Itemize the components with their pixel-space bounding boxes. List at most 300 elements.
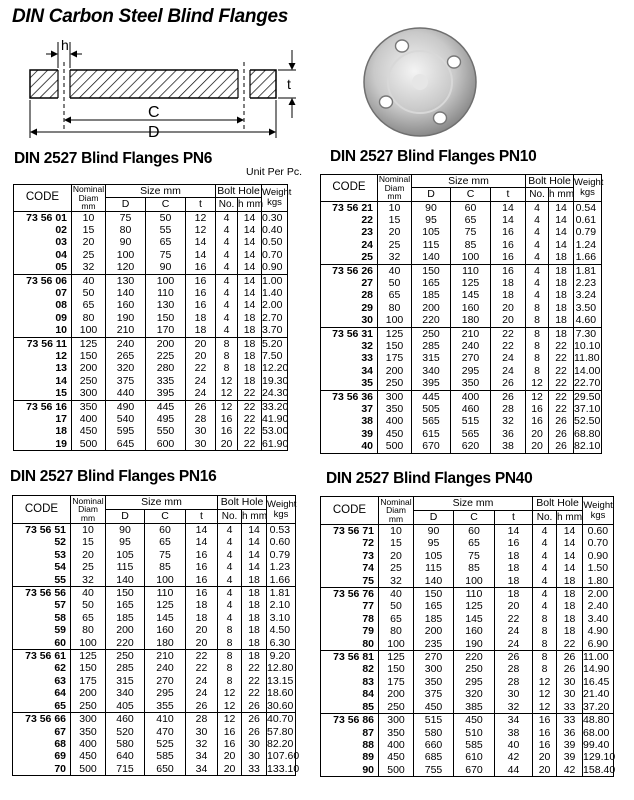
bolt-no-cell: 8 [218,662,242,674]
t-cell: 44 [495,764,533,777]
t-cell: 32 [186,738,218,750]
bolt-no-cell: 12 [218,713,242,726]
d-cell: 440 [106,387,146,400]
weight-cell: 37.20 [583,701,614,714]
table-row [14,425,288,437]
unit-per-pc-label: Unit Per Pc. [246,166,303,178]
table-row [321,525,614,538]
nominal-diameter-cell: 150 [72,350,106,362]
t-cell: 16 [186,299,216,311]
code-cell: 75 [321,575,379,588]
bolt-no-cell: 16 [533,727,557,739]
weight-cell: 12.20 [262,362,289,375]
c-cell: 160 [451,302,491,314]
weight-cell: 1.50 [583,562,614,574]
h-mm-cell: 14 [238,236,262,248]
code-cell: 73 56 71 [321,525,379,538]
bolt-no-cell: 8 [218,675,242,687]
d-header: D [414,511,454,525]
nominal-diameter-cell: 15 [378,214,412,226]
weight-cell: 0.30 [262,211,288,224]
table-row [321,588,614,601]
d-cell: 490 [106,400,146,413]
bolt-no-cell: 20 [526,440,549,453]
d-cell: 515 [414,714,454,727]
h-mm-cell: 18 [238,362,262,374]
code-cell: 07 [14,287,72,299]
bolt-no-cell: 4 [218,612,242,624]
t-cell: 24 [495,638,533,651]
nominal-diameter-cell: 350 [378,403,412,415]
weight-header-line: Weight [574,176,604,188]
bolt-hole-header: Bolt Hole [218,496,267,510]
d-cell: 150 [106,587,145,600]
d-cell: 505 [412,403,451,415]
table-row [321,714,614,727]
d-cell: 115 [412,239,451,251]
h-mm-cell: 18 [238,350,262,362]
weight-cell: 1.40 [262,287,288,299]
table-row [13,650,296,663]
t-cell: 30 [495,688,533,700]
weight-cell: 68.00 [583,727,614,739]
d-cell: 670 [412,440,451,453]
h-mm-cell: 18 [549,314,574,327]
c-cell: 110 [146,287,186,299]
d-cell: 90 [106,524,145,537]
table-row [321,428,602,440]
code-cell: 37 [321,403,378,415]
table-row [321,651,614,664]
h-mm-cell: 14 [238,224,262,236]
weight-cell: 0.70 [583,537,614,549]
c-cell: 65 [451,214,491,226]
code-cell: 54 [13,561,71,573]
nominal-header-line: mm [387,191,402,201]
c-header: C [145,510,186,524]
weight-cell: 40.70 [267,713,296,726]
code-cell: 73 56 21 [321,201,378,214]
h-mm-cell: 22 [549,377,574,390]
weight-cell: 1.24 [574,239,602,251]
c-cell: 100 [454,575,495,588]
bolt-no-cell: 8 [533,651,557,664]
nominal-diameter-cell: 100 [72,324,106,337]
nominal-diameter-cell: 50 [72,287,106,299]
code-cell: 80 [321,638,379,651]
pn10-table [320,174,602,454]
c-cell: 190 [454,638,495,651]
c-cell: 650 [145,763,186,776]
table-row [14,324,288,337]
h-mm-cell: 22 [242,662,267,674]
c-cell: 85 [145,561,186,573]
nominal-diameter-cell: 200 [378,365,412,377]
weight-header-line: Weight [267,498,297,510]
h-mm-cell: 18 [557,613,583,625]
h-mm-cell: 18 [242,612,267,624]
nominal-diameter-cell: 100 [379,638,414,651]
t-cell: 18 [495,575,533,588]
t-header: t [495,511,533,525]
weight-cell: 14.00 [574,364,601,377]
nominal-diameter-cell: 32 [71,574,106,587]
nominal-diameter-cell: 15 [71,536,106,548]
d-cell: 105 [414,550,454,562]
code-cell: 64 [13,687,71,699]
c-cell: 150 [146,312,186,324]
nominal-diameter-cell: 20 [379,550,414,562]
table-row [14,438,288,451]
nominal-diameter-cell: 175 [378,352,412,364]
d-cell: 250 [412,327,451,340]
code-cell: 09 [14,312,72,324]
weight-kgs-header [574,175,602,202]
weight-cell: 4.60 [574,314,602,327]
d-cell: 350 [414,676,454,688]
bolt-no-cell: 4 [216,274,238,287]
weight-cell: 158.40 [583,763,616,776]
bolt-no-cell: 8 [218,650,242,663]
weight-cell: 4.50 [267,624,296,636]
nominal-diameter-cell: 400 [379,739,414,751]
code-cell: 52 [13,536,71,548]
h-mm-header: h mm [242,511,268,522]
table-row [321,390,602,403]
code-cell: 27 [321,277,378,289]
code-cell: 74 [321,562,379,574]
weight-cell: 0.50 [262,236,288,248]
d-cell: 270 [414,651,454,664]
h-mm-cell: 18 [238,312,262,324]
nominal-diameter-cell: 100 [378,314,412,327]
nominal-diameter-cell: 400 [71,738,106,750]
h-mm-cell: 14 [242,536,267,548]
c-cell: 100 [145,574,186,587]
h-mm-cell: 26 [242,726,267,738]
t-cell: 24 [186,687,218,699]
pn10-table-title: DIN 2527 Blind Flanges PN10 [330,148,537,165]
code-cell: 53 [13,549,71,561]
t-cell: 24 [186,675,218,687]
weight-cell: 4.90 [583,625,614,637]
t-cell: 28 [186,413,216,425]
c-cell: 280 [146,362,186,374]
table-row [321,751,614,763]
code-cell: 72 [321,537,379,549]
c-cell: 350 [451,377,491,390]
h-dimension-label: h [61,37,69,53]
nominal-diameter-cell: 25 [378,239,412,251]
d-cell: 715 [106,763,145,776]
h-mm-cell: 30 [242,738,267,750]
bolt-no-cell: 4 [216,287,238,299]
weight-cell: 0.60 [267,536,296,548]
d-cell: 90 [412,201,451,214]
nominal-diameter-cell: 250 [72,375,106,387]
c-cell: 130 [146,299,186,311]
t-cell: 32 [495,701,533,714]
table-row [13,574,296,587]
weight-cell: 1.66 [574,251,602,264]
h-mm-cell: 22 [549,365,574,377]
nominal-diameter-cell: 65 [378,289,412,301]
weight-cell: 1.23 [267,561,296,573]
c-cell: 495 [146,413,186,425]
t-cell: 14 [186,249,216,261]
h-mm-cell: 18 [242,587,267,600]
h-mm-cell: 22 [549,352,574,364]
d-cell: 185 [412,289,451,301]
h-mm-cell: 18 [549,264,574,277]
h-mm-cell: 14 [549,214,574,226]
weight-cell: 129.10 [583,751,616,764]
h-mm-cell: 26 [549,428,574,440]
nominal-diameter-cell: 125 [72,337,106,350]
code-cell: 59 [13,624,71,636]
table-row [321,314,602,327]
t-cell: 20 [491,302,526,314]
h-mm-cell: 18 [242,637,267,650]
d-cell: 105 [412,226,451,238]
weight-cell: 41.90 [262,413,289,425]
code-cell: 73 56 76 [321,588,379,601]
d-cell: 540 [106,413,146,425]
weight-cell: 29.50 [574,390,601,403]
code-cell: 57 [13,599,71,611]
nominal-header-line: mm [388,513,404,524]
c-cell: 125 [145,599,186,611]
code-cell: 73 56 56 [13,587,71,600]
weight-cell: 99.40 [583,739,614,751]
weight-header-line: Weight [583,499,613,511]
code-cell: 19 [14,438,72,451]
bolt-no-cell: 16 [216,413,238,425]
weight-cell: 2.40 [583,600,614,612]
d-dimension-label: D [148,124,160,141]
c-cell: 210 [451,327,491,340]
t-cell: 26 [491,390,526,403]
nominal-header-line: mm [81,201,96,211]
t-cell: 14 [186,236,216,248]
c-cell: 110 [145,587,186,600]
bolt-no-cell: 4 [218,561,242,573]
t-cell: 16 [186,274,216,287]
pn40-table-title: DIN 2527 Blind Flanges PN40 [326,470,533,487]
bolt-no-cell: 20 [218,763,242,776]
code-cell: 73 56 31 [321,327,378,340]
t-cell: 32 [491,415,526,427]
t-cell: 16 [186,574,218,587]
c-cell: 270 [451,352,491,364]
c-cell: 410 [145,713,186,726]
t-cell: 22 [495,613,533,625]
nominal-diameter-cell: 40 [71,587,106,600]
c-cell: 180 [145,637,186,650]
nominal-header-line: Diam [384,182,405,193]
pn16-table-title: DIN 2527 Blind Flanges PN16 [10,468,217,485]
code-cell: 73 56 26 [321,264,378,277]
code-cell: 04 [14,249,72,261]
t-cell: 14 [495,525,533,538]
h-mm-cell: 14 [238,211,262,224]
table-row [14,312,288,324]
c-cell: 620 [451,440,491,453]
weight-cell: 18.60 [267,687,296,699]
c-cell: 75 [451,226,491,238]
code-cell: 67 [13,726,71,738]
t-cell: 36 [491,428,526,440]
bolt-no-cell: 4 [533,550,557,562]
nominal-diameter-cell: 20 [72,236,106,248]
table-row [13,662,296,674]
nominal-diameter-cell: 150 [378,340,412,352]
table-row [321,277,602,289]
table-row [321,226,602,238]
c-cell: 90 [146,261,186,274]
weight-cell: 82.10 [574,440,601,453]
table-row [321,550,614,562]
bolt-no-cell: 12 [216,387,238,400]
code-cell: 32 [321,340,378,352]
t-cell: 16 [491,239,526,251]
bolt-no-cell: 12 [533,676,557,688]
h-mm-cell: 22 [238,413,262,425]
bolt-no-cell: 4 [526,251,549,264]
code-cell: 73 56 01 [14,211,72,224]
c-cell: 515 [451,415,491,427]
pn6-table [13,184,292,451]
d-cell: 660 [414,739,454,751]
code-cell: 77 [321,600,379,612]
c-cell: 460 [451,403,491,415]
table-row [14,375,288,387]
d-cell: 200 [412,302,451,314]
code-cell: 73 56 11 [14,337,72,350]
code-cell: 12 [14,350,72,362]
t-cell: 16 [186,287,216,299]
c-cell: 445 [146,400,186,413]
t-cell: 18 [495,588,533,601]
c-cell: 75 [145,549,186,561]
c-cell: 225 [146,350,186,362]
table-row [321,764,614,777]
code-cell: 14 [14,375,72,387]
code-cell: 18 [14,425,72,437]
c-cell: 585 [145,750,186,762]
d-cell: 240 [106,337,146,350]
nominal-header-line: Diam [386,505,406,516]
table-row [14,400,288,413]
nominal-diameter-cell: 500 [72,438,106,451]
t-cell: 42 [495,751,533,763]
weight-cell: 13.15 [267,675,296,687]
table-row [321,638,614,651]
weight-cell: 3.70 [262,324,288,337]
bolt-no-cell: 4 [216,261,238,274]
code-cell: 70 [13,763,71,776]
bolt-no-cell: 12 [216,375,238,387]
size-mm-header: Size mm [106,185,216,198]
t-cell: 16 [186,549,218,561]
code-cell: 10 [14,324,72,337]
t-cell: 22 [186,362,216,374]
t-cell: 38 [495,727,533,739]
bolt-no-cell: 4 [533,562,557,574]
h-mm-cell: 14 [557,562,583,574]
nominal-diameter-cell: 350 [71,726,106,738]
table-row [13,750,296,762]
d-cell: 340 [106,687,145,699]
weight-cell: 0.79 [574,226,602,238]
d-header: D [106,198,146,211]
weight-cell: 5.20 [262,337,288,350]
pn40-table [320,496,614,777]
nominal-diameter-cell: 40 [378,264,412,277]
h-mm-cell: 14 [557,537,583,549]
table-row [321,701,614,714]
d-cell: 140 [412,251,451,264]
t-cell: 38 [491,440,526,453]
nominal-diameter-cell: 100 [71,637,106,650]
c-cell: 65 [145,536,186,548]
nominal-diameter-cell: 500 [71,763,106,776]
code-cell: 73 56 06 [14,274,72,287]
nominal-diameter-cell: 65 [71,612,106,624]
h-mm-cell: 26 [242,713,267,726]
bolt-no-cell: 4 [218,599,242,611]
nominal-diameter-cell: 25 [72,249,106,261]
bolt-no-cell: 4 [526,226,549,238]
code-header: CODE [13,496,71,524]
t-cell: 40 [495,739,533,751]
c-cell: 565 [451,428,491,440]
h-mm-cell: 18 [242,574,267,587]
c-cell: 200 [146,337,186,350]
c-cell: 100 [451,251,491,264]
table-row [14,362,288,374]
weight-cell: 2.10 [267,599,296,611]
weight-header-line: Weight [262,186,292,198]
weight-header-line: kgs [273,508,289,520]
code-cell: 02 [14,224,72,236]
table-row [321,403,602,415]
c-cell: 60 [145,524,186,537]
code-cell: 84 [321,688,379,700]
nominal-diameter-header [72,185,106,212]
d-header: D [412,188,451,201]
nominal-diameter-cell: 20 [378,226,412,238]
nominal-diameter-cell: 125 [379,651,414,664]
d-cell: 200 [414,625,454,637]
nominal-diameter-cell: 80 [72,312,106,324]
code-cell: 73 56 61 [13,650,71,663]
code-cell: 79 [321,625,379,637]
code-cell: 30 [321,314,378,327]
h-mm-header: h mm [557,512,583,523]
h-mm-cell: 22 [238,438,262,451]
t-cell: 24 [186,375,216,387]
page-title: DIN Carbon Steel Blind Flanges [12,6,289,27]
d-cell: 165 [106,599,145,611]
d-cell: 120 [106,261,146,274]
weight-cell: 0.54 [574,201,602,214]
weight-cell: 7.50 [262,350,288,362]
d-cell: 185 [414,613,454,625]
code-cell: 33 [321,352,378,364]
d-cell: 210 [106,324,146,337]
t-cell: 24 [495,625,533,637]
